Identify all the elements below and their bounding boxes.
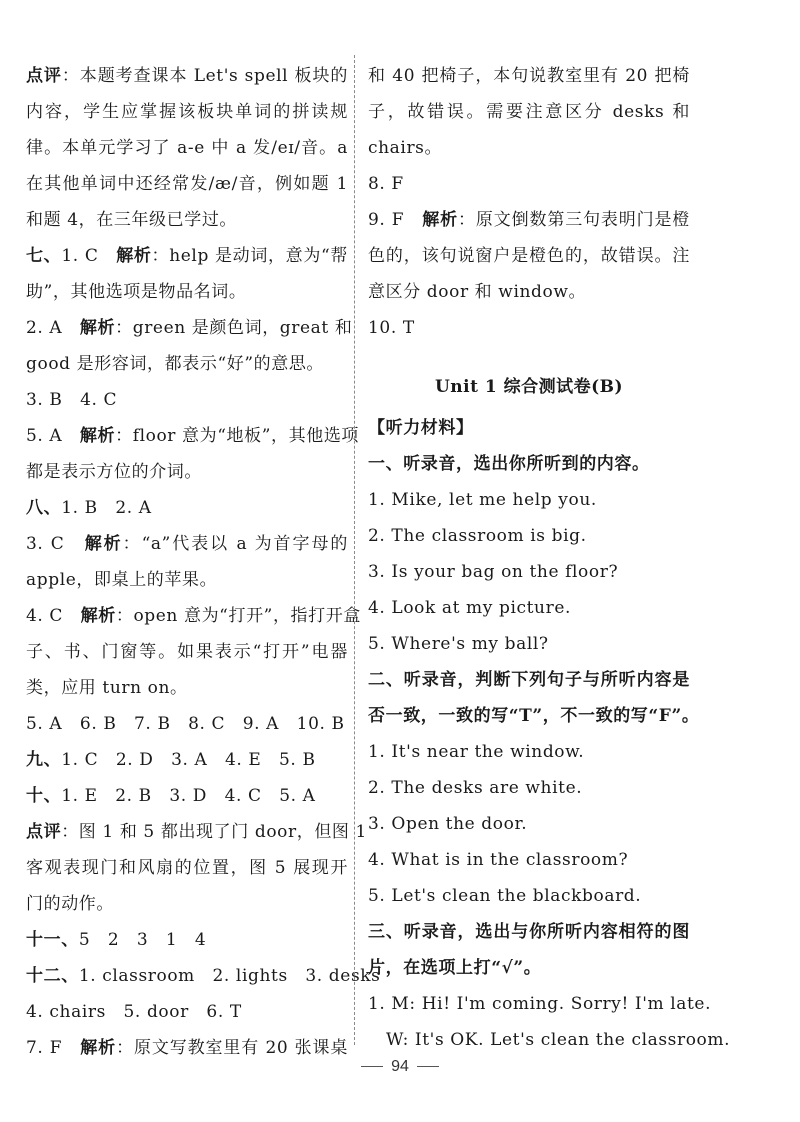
page-number: 94 — [391, 1058, 409, 1075]
text-line: 1. It's near the window. — [368, 742, 585, 762]
text-line: W: It's OK. Let's clean the classroom. — [386, 1030, 731, 1050]
text-line: 1. Mike, let me help you. — [368, 490, 597, 510]
text-line: 5. A 6. B 7. B 8. C 9. A 10. B — [26, 714, 345, 734]
text-line: 3. Is your bag on the floor? — [368, 562, 619, 582]
text-line: 二、听录音，判断下列句子与所听内容是 — [368, 670, 690, 690]
text-line: 都是表示方位的介词。 — [26, 462, 202, 482]
text-line: 子、书、门窗等。如果表示“打开”电器 — [26, 642, 348, 662]
text-line: chairs。 — [368, 138, 443, 158]
text-line: 10. T — [368, 318, 415, 338]
footer-dash-left — [361, 1066, 383, 1067]
text-line: 3. C 解析：“a”代表以 a 为首字母的 — [26, 534, 348, 554]
column-divider — [354, 55, 355, 1045]
text-line: 七、1. C 解析：help 是动词，意为“帮 — [26, 246, 348, 266]
text-line: 律。本单元学习了 a-e 中 a 发/eɪ/音。a — [26, 138, 348, 158]
text-line: 5. Where's my ball? — [368, 634, 549, 654]
section-title: Unit 1 综合测试卷(B) — [434, 377, 624, 397]
text-line: 3. Open the door. — [368, 814, 528, 834]
text-line: 内容，学生应掌握该板块单词的拼读规 — [26, 102, 348, 122]
text-line: 否一致，一致的写“T”，不一致的写“F”。 — [368, 706, 700, 726]
text-line: 8. F — [368, 174, 404, 194]
text-line: 客观表现门和风扇的位置，图 5 展现开 — [26, 858, 348, 878]
text-line: 点评：图 1 和 5 都出现了门 door，但图 1 — [26, 822, 367, 842]
text-line: 点评：本题考查课本 Let's spell 板块的 — [26, 66, 348, 86]
text-line: 5. A 解析：floor 意为“地板”，其他选项 — [26, 426, 360, 446]
text-line: 4. Look at my picture. — [368, 598, 571, 618]
text-line: 4. chairs 5. door 6. T — [26, 1002, 242, 1022]
text-line: 类，应用 turn on。 — [26, 678, 188, 698]
text-line: apple，即桌上的苹果。 — [26, 570, 218, 590]
right-column-answers — [368, 58, 690, 346]
text-line: 色的，该句说窗户是橙色的，故错误。注 — [368, 246, 690, 266]
page-footer — [0, 1058, 800, 1076]
title-spacer — [368, 346, 690, 364]
text-line: 和题 4，在三年级已学过。 — [26, 210, 238, 230]
text-line: 十、1. E 2. B 3. D 4. C 5. A — [26, 786, 316, 806]
text-line: 2. A 解析：green 是颜色词，great 和 — [26, 318, 353, 338]
text-line: 在其他单词中还经常发/æ/音，例如题 1 — [26, 174, 348, 194]
text-line: 助”，其他选项是物品名词。 — [26, 282, 247, 302]
footer-dash-right — [417, 1066, 439, 1067]
text-line: 片，在选项上打“√”。 — [368, 958, 542, 978]
text-line: 4. C 解析：open 意为“打开”，指打开盒 — [26, 606, 361, 626]
text-line: 2. The desks are white. — [368, 778, 583, 798]
text-line: 3. B 4. C — [26, 390, 118, 410]
left-column — [26, 58, 381, 1066]
text-line: 和 40 把椅子，本句说教室里有 20 把椅 — [368, 66, 690, 86]
text-line: 门的动作。 — [26, 894, 114, 914]
text-line: 十二、1. classroom 2. lights 3. desks — [26, 966, 381, 986]
right-column — [368, 58, 731, 1058]
text-line: 九、1. C 2. D 3. A 4. E 5. B — [26, 750, 316, 770]
text-line: 三、听录音，选出与你所听内容相符的图 — [368, 922, 690, 942]
listening-materials — [368, 410, 731, 1058]
text-line: 1. M: Hi! I'm coming. Sorry! I'm late. — [368, 994, 712, 1014]
text-line: 5. Let's clean the blackboard. — [368, 886, 642, 906]
text-line: 7. F 解析：原文写教室里有 20 张课桌 — [26, 1038, 348, 1058]
text-line: good 是形容词，都表示“好”的意思。 — [26, 354, 325, 374]
text-line: 2. The classroom is big. — [368, 526, 587, 546]
text-line: 十一、5 2 3 1 4 — [26, 930, 207, 950]
text-line: 八、1. B 2. A — [26, 498, 152, 518]
text-line: 子，故错误。需要注意区分 desks 和 — [368, 102, 690, 122]
text-line: 4. What is in the classroom? — [368, 850, 629, 870]
text-line: 一、听录音，选出你所听到的内容。 — [368, 454, 650, 474]
text-line: 意区分 door 和 window。 — [368, 282, 587, 302]
text-line: 9. F 解析：原文倒数第三句表明门是橙 — [368, 210, 691, 230]
text-line: 【听力材料】 — [368, 418, 474, 438]
